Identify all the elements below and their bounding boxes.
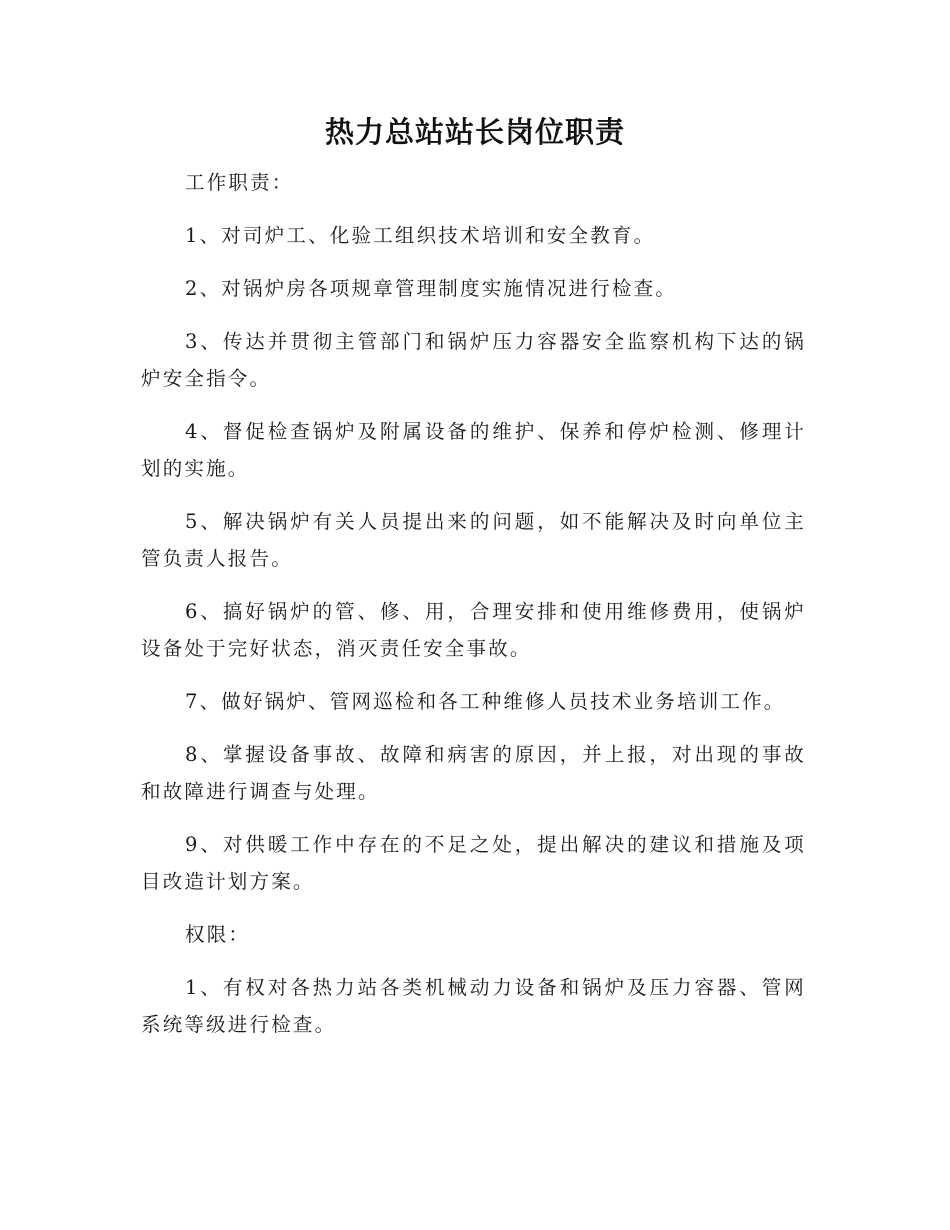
duty-item-1: 1、对司炉工、化验工组织技术培训和安全教育。 [185,224,656,247]
duty-item-5: 5、解决锅炉有关人员提出来的问题，如不能解决及时向单位主管负责人报告。 [141,510,806,570]
duty-item-6: 6、搞好锅炉的管、修、用，合理安排和使用维修费用，使锅炉设备处于完好状态，消灭责任安全事故。 [141,600,806,660]
authority-item-1: 1、有权对各热力站各类机械动力设备和锅炉及压力容器、管网系统等级进行检查。 [141,976,806,1036]
duty-item-3: 3、传达并贯彻主管部门和锅炉压力容器安全监察机构下达的锅炉安全指令。 [141,330,806,390]
document-title: 热力总站站长岗位职责 [324,115,625,149]
duty-item-8: 8、掌握设备事故、故障和病害的原因，并上报，对出现的事故和故障进行调查与处理。 [141,743,806,803]
section-heading-duties: 工作职责： [185,171,294,194]
document-body [141,164,806,1059]
duty-item-9: 9、对供暖工作中存在的不足之处，提出解决的建议和措施及项目改造计划方案。 [141,833,806,893]
duty-item-2: 2、对锅炉房各项规章管理制度实施情况进行检查。 [185,277,678,300]
section-heading-authority: 权限： [185,923,251,946]
duty-item-7: 7、做好锅炉、管网巡检和各工种维修人员技术业务培训工作。 [185,690,786,713]
duty-item-4: 4、督促检查锅炉及附属设备的维护、保养和停炉检测、修理计划的实施。 [141,420,806,480]
